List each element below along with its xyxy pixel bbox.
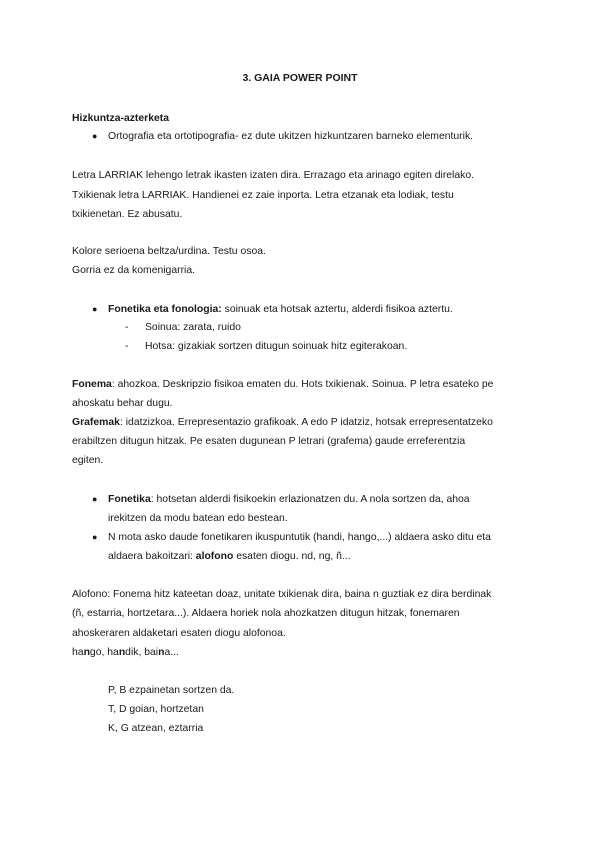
paragraph-line: Txikienak letra LARRIAK. Handienei ez zaie inporta. Letra etzanak eta lodiak, testu [72, 190, 454, 201]
bullet-icon: ● [92, 532, 98, 542]
term-definition: : hotsetan alderdi fisikoekin erlazionatzen du. A nola sortzen da, ahoa [150, 494, 470, 505]
paragraph-line: ahoskeraren aldaketari esaten diogu alofonoa. [72, 628, 286, 639]
text-span: dik, bai [125, 647, 159, 658]
indented-line: T, D goian, hortzetan [108, 704, 204, 715]
definition-line: ahoskatu behar dugu. [72, 398, 173, 409]
text-span: a... [164, 647, 179, 658]
dash-icon: - [125, 322, 129, 333]
sub-list-item-text: Soinua: zarata, ruido [145, 322, 241, 333]
paragraph-line: Letra LARRIAK lehengo letrak ikasten izaten dira. Errazago eta arinago egiten direlako. [72, 170, 475, 181]
paragraph-line: (ñ, estarria, hortzetara...). Aldaera horiek nola ahozkatzen ditugun hitzak, fonemaren [72, 608, 460, 619]
term-label: Grafemak [72, 417, 120, 428]
page-title: 3. GAIA POWER POINT [242, 72, 358, 84]
term-label: Fonetika eta fonologia: [108, 304, 222, 315]
definition-line: erabiltzen ditugun hitzak. Pe esaten dugunean P letrari (grafema) gaude erreferentzia [72, 436, 466, 447]
paragraph-line: Gorria ez da komenigarria. [72, 265, 196, 276]
bold-letter: n [118, 647, 126, 658]
definition-line [72, 378, 493, 391]
bold-letter: n [158, 647, 165, 658]
list-item-text: N mota asko daude fonetikaren ikuspuntutik (handi, hango,...) aldaera asko ditu eta [108, 532, 491, 543]
bullet-icon: ● [92, 304, 98, 314]
term-label: alofono [195, 551, 234, 562]
definition-line: egiten. [72, 455, 104, 466]
text-span: go, ha [89, 647, 119, 658]
bullet-icon: ● [92, 494, 98, 504]
paragraph-line: Alofono: Fonema hitz kateetan doaz, unitate txikienak dira, baina n guztiak ez dira berdinak [72, 589, 492, 600]
bold-letter: n [83, 647, 90, 658]
list-item-continuation [108, 550, 351, 563]
term-definition: : ahozkoa. Deskripzio fisikoa ematen du. Hots txikienak. Soinua. P letra esateko pe [111, 379, 494, 390]
term-definition: soinuak eta hotsak aztertu, alderdi fisikoa aztertu. [221, 304, 453, 315]
indented-line: P, B ezpainetan sortzen da. [108, 685, 235, 696]
text-span: aldaera bakoitzari: [108, 551, 196, 562]
paragraph-line: txikienetan. Ez abusatu. [72, 209, 183, 220]
term-label: Fonetika [108, 494, 151, 505]
term-definition: : idatzizkoa. Errepresentazio grafikoak. A edo P idatziz, hotsak errepresentatzeko [119, 417, 493, 428]
text-span: esaten diogu. nd, ng, ñ... [233, 551, 351, 562]
list-item-text: Ortografia eta ortotipografia- ez dute ukitzen hizkuntzaren barneko elementurik. [108, 131, 474, 142]
section-heading: Hizkuntza-azterketa [72, 113, 170, 124]
sub-list-item-text: Hotsa: gizakiak sortzen ditugun soinuak hitz egiterakoan. [145, 341, 408, 352]
indented-line: K, G atzean, eztarria [108, 723, 204, 734]
dash-icon: - [125, 341, 129, 352]
term-label: Fonema [72, 379, 112, 390]
paragraph-line: Kolore serioena beltza/urdina. Testu osoa. [72, 246, 266, 257]
text-span: ha [72, 647, 84, 658]
definition-line [72, 416, 493, 429]
list-item-continuation: irekitzen da modu batean edo bestean. [108, 513, 288, 524]
examples-line [72, 646, 179, 659]
bullet-icon: ● [92, 131, 98, 141]
